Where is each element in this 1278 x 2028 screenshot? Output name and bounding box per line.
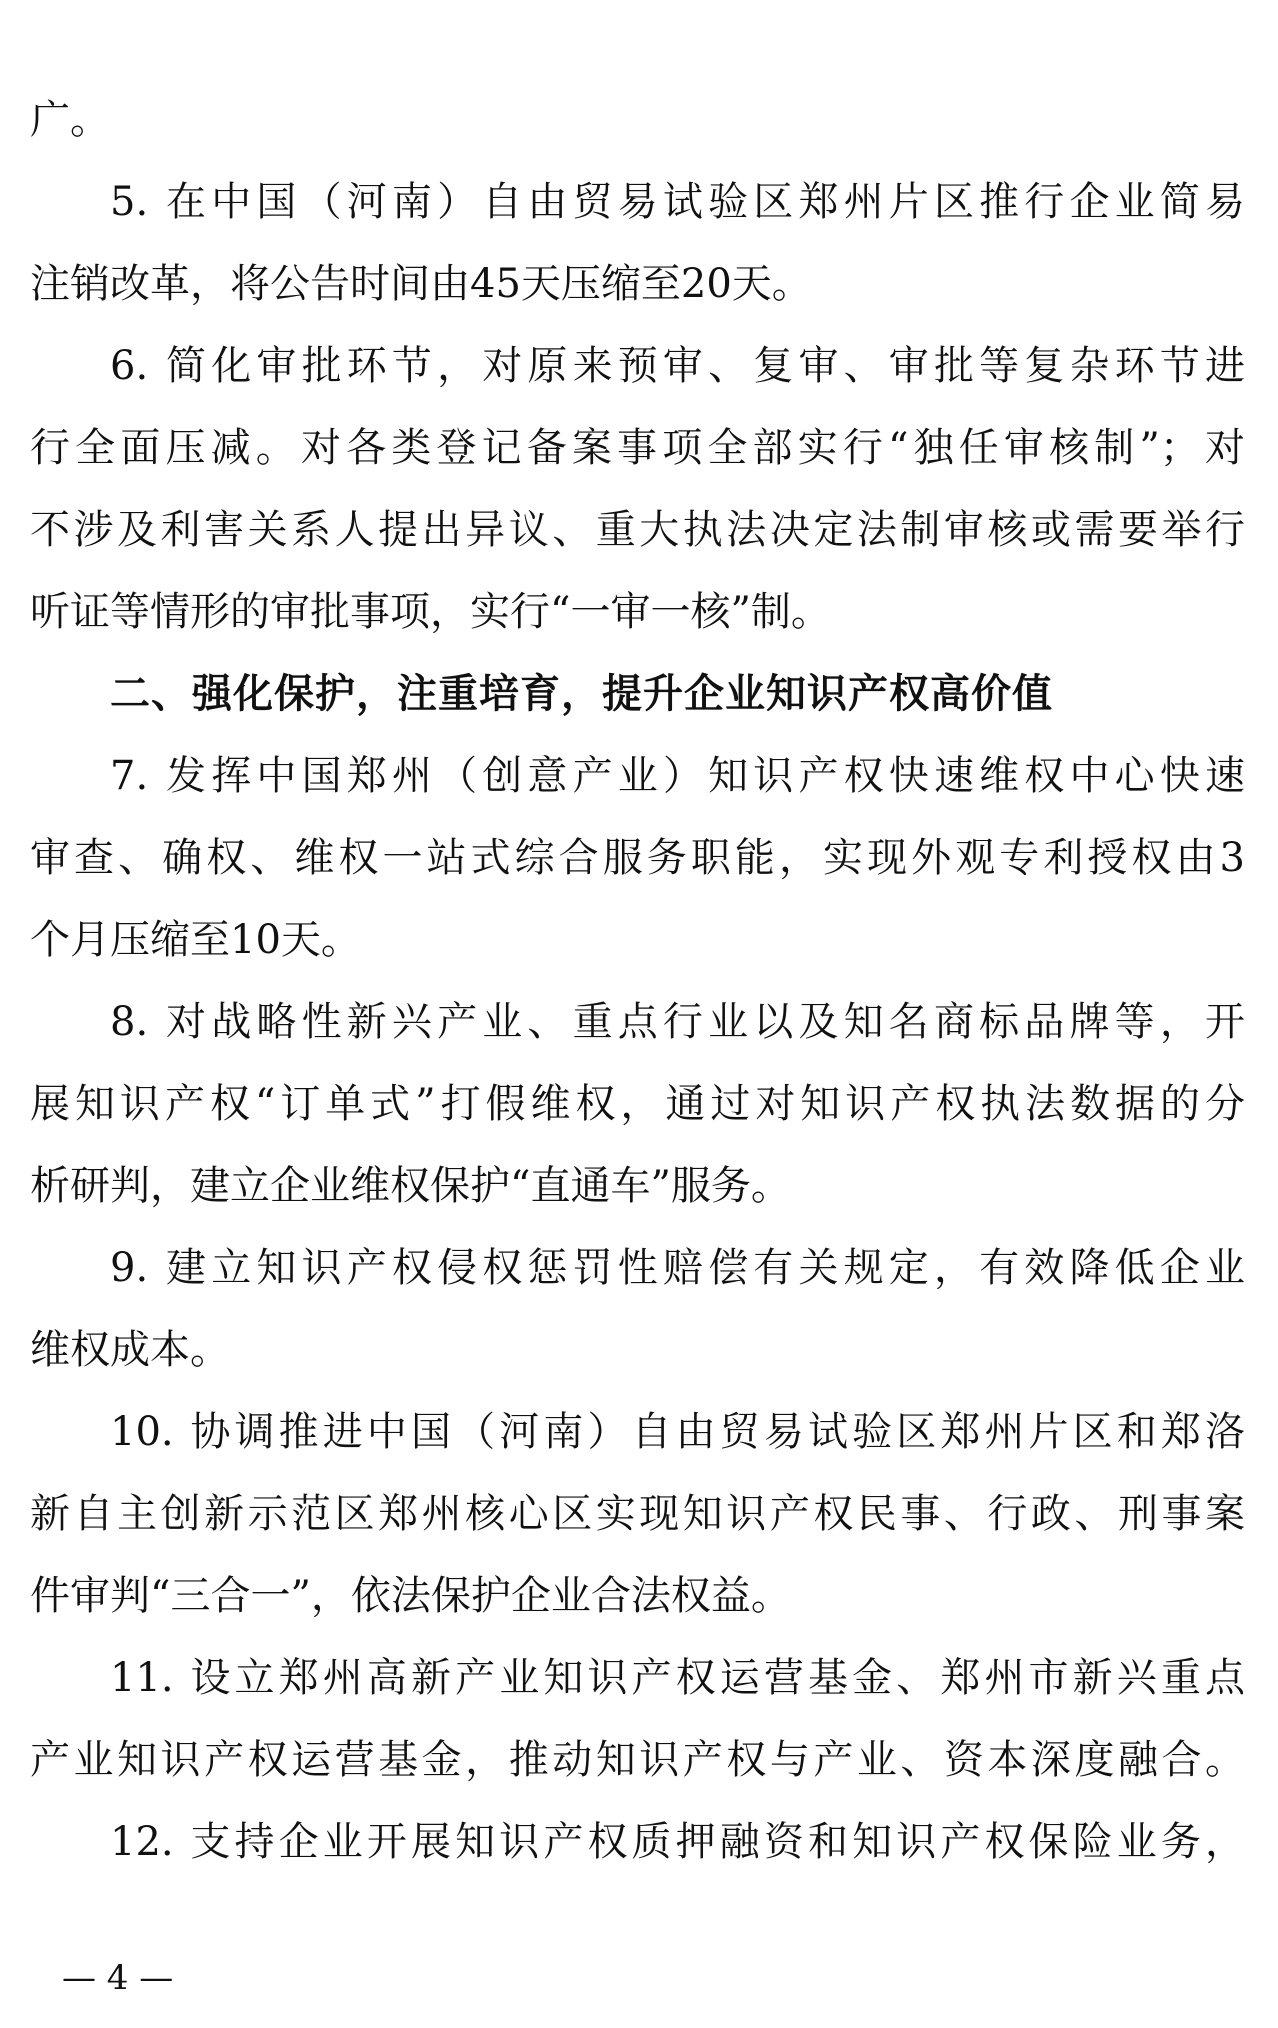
body-line: 广。	[30, 97, 110, 143]
paragraph-5-line: 注销改革，将公告时间由45天压缩至20天。	[30, 261, 812, 307]
paragraph-11-line: 11. 设立郑州高新产业知识产权运营基金、郑州市新兴重点	[110, 1655, 1245, 1701]
section-heading: 二、强化保护，注重培育，提升企业知识产权高价值	[110, 671, 1053, 717]
paragraph-9-line: 维权成本。	[30, 1327, 230, 1373]
paragraph-6-line: 不涉及利害关系人提出异议、重大执法决定法制审核或需要举行	[30, 507, 1245, 553]
paragraph-10-line: 件审判“三合一”，依法保护企业合法权益。	[30, 1573, 791, 1619]
paragraph-8-line: 析研判，建立企业维权保护“直通车”服务。	[30, 1163, 791, 1209]
paragraph-6-line: 听证等情形的审批事项，实行“一审一核”制。	[30, 589, 831, 635]
paragraph-6-line: 6. 简化审批环节，对原来预审、复审、审批等复杂环节进	[110, 343, 1245, 389]
paragraph-8-line: 8. 对战略性新兴产业、重点行业以及知名商标品牌等，开	[110, 999, 1245, 1045]
paragraph-7-line: 7. 发挥中国郑州（创意产业）知识产权快速维权中心快速	[110, 753, 1245, 799]
paragraph-11-line: 产业知识产权运营基金，推动知识产权与产业、资本深度融合。	[30, 1737, 1245, 1783]
paragraph-7-line: 审查、确权、维权一站式综合服务职能，实现外观专利授权由3	[30, 835, 1245, 881]
paragraph-9-line: 9. 建立知识产权侵权惩罚性赔偿有关规定，有效降低企业	[110, 1245, 1245, 1291]
paragraph-6-line: 行全面压减。对各类登记备案事项全部实行“独任审核制”；对	[30, 425, 1245, 471]
paragraph-10-line: 新自主创新示范区郑州核心区实现知识产权民事、行政、刑事案	[30, 1491, 1245, 1537]
paragraph-10-line: 10. 协调推进中国（河南）自由贸易试验区郑州片区和郑洛	[110, 1409, 1245, 1455]
page-number: — 4 —	[62, 1958, 174, 1998]
paragraph-5-line: 5. 在中国（河南）自由贸易试验区郑州片区推行企业简易	[110, 179, 1245, 225]
paragraph-12-line: 12. 支持企业开展知识产权质押融资和知识产权保险业务，	[110, 1819, 1245, 1865]
paragraph-8-line: 展知识产权“订单式”打假维权，通过对知识产权执法数据的分	[30, 1081, 1245, 1127]
paragraph-7-line: 个月压缩至10天。	[30, 917, 361, 963]
